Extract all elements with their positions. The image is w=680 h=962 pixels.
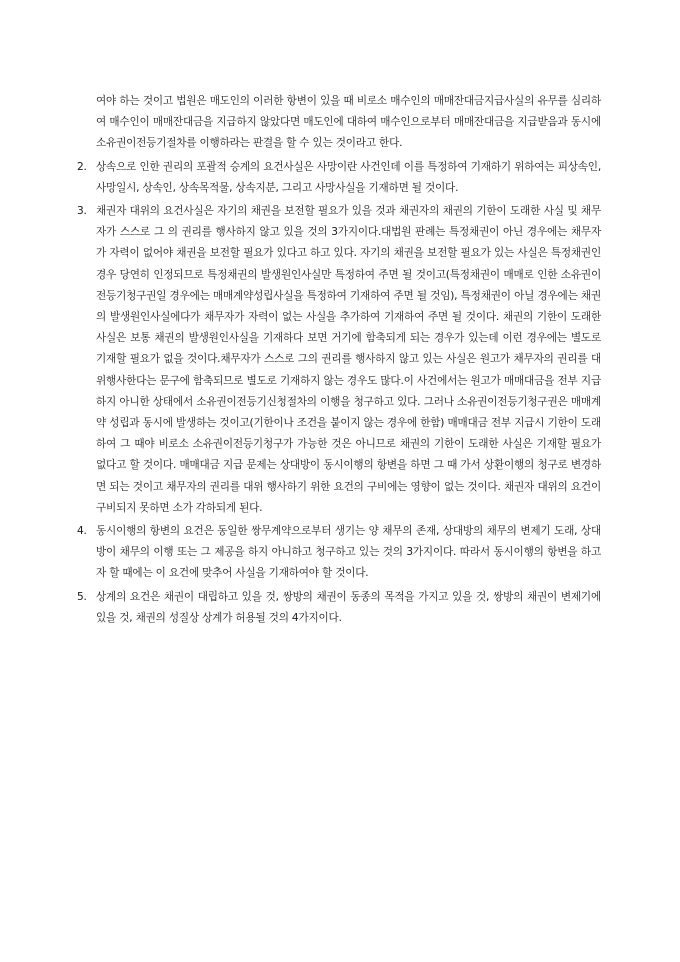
document-body <box>77 91 601 629</box>
numbered-item-3 <box>77 201 601 519</box>
intro-paragraph: 여야 하는 것이고 법원은 매도인의 이러한 항변이 있을 때 비로소 매수인의 매매잔대금지급사실의 유무를 심리하여 매수인이 매매잔대금을 지급하지 않았다면 매도인에 대하여 매수인으로부터 매매잔대금을 지급받음과 동시에 소유권이전등기절차를 이행하라는 판결을 할 수 있는 것이라고 한다. <box>96 95 601 150</box>
item-text: 동시이행의 항변의 요건은 동일한 쌍무계약으로부터 생기는 양 채무의 존재, 상대방의 채무의 변제기 도래, 상대방이 채무의 이행 또는 그 제공을 하지 아니하고 청구하고 있는 것의 3가지이다. 따라서 동시이행의 항변을 하고자 할 때에는 이 요건에 맞추어 사실을 기재하여야 할 것이다. <box>96 525 601 580</box>
numbered-item-2 <box>77 157 601 199</box>
item-text: 채권자 대위의 요건사실은 자기의 채권을 보전할 필요가 있을 것과 채권자의 채권의 기한이 도래한 사실 및 채무자가 스스로 그 의 권리를 행사하지 않고 있을 것의 3가지이다.대법원 판례는 특정채권이 아닌 경우에는 채무자가 자력이 없어야 채권을 보전할 필요가 있다고 하고 있다. 자기의 채권을 보전할 필요가 있는 사실은 특정채권인 경우 당연히 인정되므로 특정채권의 발생원인사실만 특정하여 주면 될 것이고(특정채권이 매매로 인한 소유권이전등기청구권일 경우에는 매매계약성립사실을 특정하여 기재하여 주면 될 것임), 특정채권이 아닐 경우에는 채권의 발생원인사실에다가 채무자가 자력이 없는 사실을 추가하여 기재하여 주면 될 것이다. 채권의 기한이 도래한 사실은 보통 채권의 발생원인사실을 기재하다 보면 거기에 함축되게 되는 경우가 있는데 이런 경우에는 별도로 기재할 필요가 없을 것이다.채무자가 스스로 그의 권리를 행사하지 않고 있는 사실은 원고가 채무자의 권리를 대위행사한다는 문구에 함축되므로 별도로 기재하지 않는 경우도 많다.이 사건에서는 원고가 매매대금을 전부 지급하지 아니한 상태에서 소유권이전등기신청절차의 이행을 청구하고 있다. 그러나 소유권이전등기청구권은 매매계약 성립과 동시에 발생하는 것이고(기한이나 조건을 붙이지 않는 경우에 한함) 매매대금 전부 지급시 기한이 도래하여 그 때야 비로소 소유권이전등기청구가 가능한 것은 아니므로 채권의 기한이 도래한 사실은 기재할 필요가 없다고 할 것이다. 매매대금 지급 문제는 상대방이 동시이행의 항변을 하면 그 때 가서 상환이행의 청구로 변경하면 되는 것이고 채무자의 권리를 대위 행사하기 위한 요건의 구비에는 영향이 없는 것이다. 채권자 대위의 요건이 구비되지 못하면 소가 각하되게 된다. <box>96 205 601 514</box>
numbered-item-5 <box>77 587 601 629</box>
item-text: 상계의 요건은 채권이 대립하고 있을 것, 쌍방의 채권이 동종의 목적을 가지고 있을 것, 쌍방의 채권이 변제기에 있을 것, 채권의 성질상 상계가 허용될 것의 4가지이다. <box>96 590 601 624</box>
item-number: 2. <box>77 160 87 173</box>
item-number: 5. <box>77 590 87 603</box>
item-text: 상속으로 인한 권리의 포괄적 승계의 요건사실은 사망이란 사건인데 이를 특정하여 기재하기 위하여는 피상속인, 사망일시, 상속인, 상속목적물, 상속지분, 그리고 사망사실을 기재하면 될 것이다. <box>96 160 601 194</box>
numbered-item-4 <box>77 521 601 585</box>
item-number: 4. <box>77 525 87 538</box>
item-number: 3. <box>77 205 87 218</box>
